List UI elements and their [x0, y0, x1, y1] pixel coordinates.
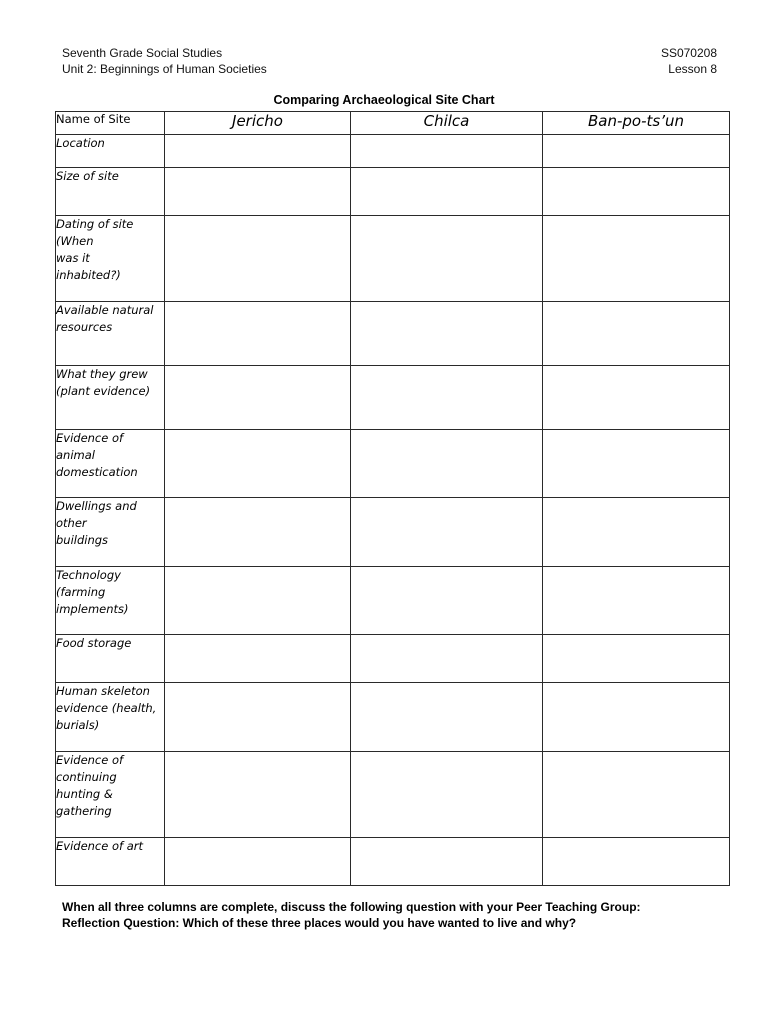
row-label: Available natural resources	[56, 302, 165, 366]
answer-cell[interactable]	[543, 216, 730, 302]
answer-cell[interactable]	[543, 752, 730, 838]
document-header-left	[62, 45, 267, 77]
row-label: Technology (farming implements)	[56, 567, 165, 635]
answer-cell[interactable]	[543, 567, 730, 635]
answer-cell[interactable]	[543, 635, 730, 683]
answer-cell[interactable]	[165, 683, 351, 752]
answer-cell[interactable]	[165, 366, 351, 430]
answer-cell[interactable]	[543, 302, 730, 366]
table-header-row	[56, 112, 730, 135]
answer-cell[interactable]	[543, 683, 730, 752]
row-label: Evidence of continuing hunting & gathering	[56, 752, 165, 838]
row-label: Size of site	[56, 168, 165, 216]
answer-cell[interactable]	[351, 135, 543, 168]
answer-cell[interactable]	[165, 635, 351, 683]
answer-cell[interactable]	[351, 366, 543, 430]
answer-cell[interactable]	[165, 752, 351, 838]
site-header-jericho: Jericho	[165, 112, 351, 135]
answer-cell[interactable]	[165, 567, 351, 635]
table-row	[56, 683, 730, 752]
table-row	[56, 752, 730, 838]
answer-cell[interactable]	[165, 168, 351, 216]
row-label: Location	[56, 135, 165, 168]
answer-cell[interactable]	[165, 216, 351, 302]
answer-cell[interactable]	[351, 752, 543, 838]
answer-cell[interactable]	[351, 302, 543, 366]
answer-cell[interactable]	[165, 302, 351, 366]
unit-name: Unit 2: Beginnings of Human Societies	[62, 62, 267, 76]
answer-cell[interactable]	[351, 430, 543, 498]
table-row	[56, 567, 730, 635]
site-header-chilca: Chilca	[351, 112, 543, 135]
table-row	[56, 498, 730, 567]
answer-cell[interactable]	[165, 838, 351, 886]
answer-cell[interactable]	[543, 430, 730, 498]
answer-cell[interactable]	[543, 366, 730, 430]
answer-cell[interactable]	[165, 498, 351, 567]
answer-cell[interactable]	[351, 216, 543, 302]
answer-cell[interactable]	[351, 838, 543, 886]
reflection-instructions	[62, 899, 641, 931]
reflection-question: Reflection Question: Which of these three places would you have wanted to live and why?	[62, 916, 577, 930]
row-label: Evidence of art	[56, 838, 165, 886]
table-row	[56, 216, 730, 302]
document-header-right	[661, 45, 717, 77]
site-comparison-table	[55, 111, 730, 886]
answer-cell[interactable]	[165, 135, 351, 168]
table-row	[56, 366, 730, 430]
table-row	[56, 302, 730, 366]
row-label: Dwellings and other buildings	[56, 498, 165, 567]
answer-cell[interactable]	[351, 498, 543, 567]
course-name: Seventh Grade Social Studies	[62, 46, 223, 60]
row-label: Dating of site (When was it inhabited?)	[56, 216, 165, 302]
table-row	[56, 838, 730, 886]
table-row	[56, 635, 730, 683]
name-of-site-header: Name of Site	[56, 112, 165, 135]
answer-cell[interactable]	[543, 135, 730, 168]
answer-cell[interactable]	[351, 168, 543, 216]
answer-cell[interactable]	[543, 838, 730, 886]
row-label: What they grew (plant evidence)	[56, 366, 165, 430]
answer-cell[interactable]	[351, 683, 543, 752]
row-label: Human skeleton evidence (health, burials)	[56, 683, 165, 752]
site-header-ban-po-tsun: Ban-po-ts’un	[543, 112, 730, 135]
answer-cell[interactable]	[351, 635, 543, 683]
table-row	[56, 135, 730, 168]
discussion-instruction: When all three columns are complete, discuss the following question with your Peer Teaching Group:	[62, 900, 641, 914]
answer-cell[interactable]	[543, 498, 730, 567]
answer-cell[interactable]	[543, 168, 730, 216]
course-code: SS070208	[660, 46, 717, 60]
table-row	[56, 168, 730, 216]
lesson-number: Lesson 8	[668, 62, 717, 76]
row-label: Evidence of animal domestication	[56, 430, 165, 498]
chart-title: Comparing Archaeological Site Chart	[273, 93, 495, 107]
answer-cell[interactable]	[165, 430, 351, 498]
answer-cell[interactable]	[351, 567, 543, 635]
row-label: Food storage	[56, 635, 165, 683]
table-row	[56, 430, 730, 498]
